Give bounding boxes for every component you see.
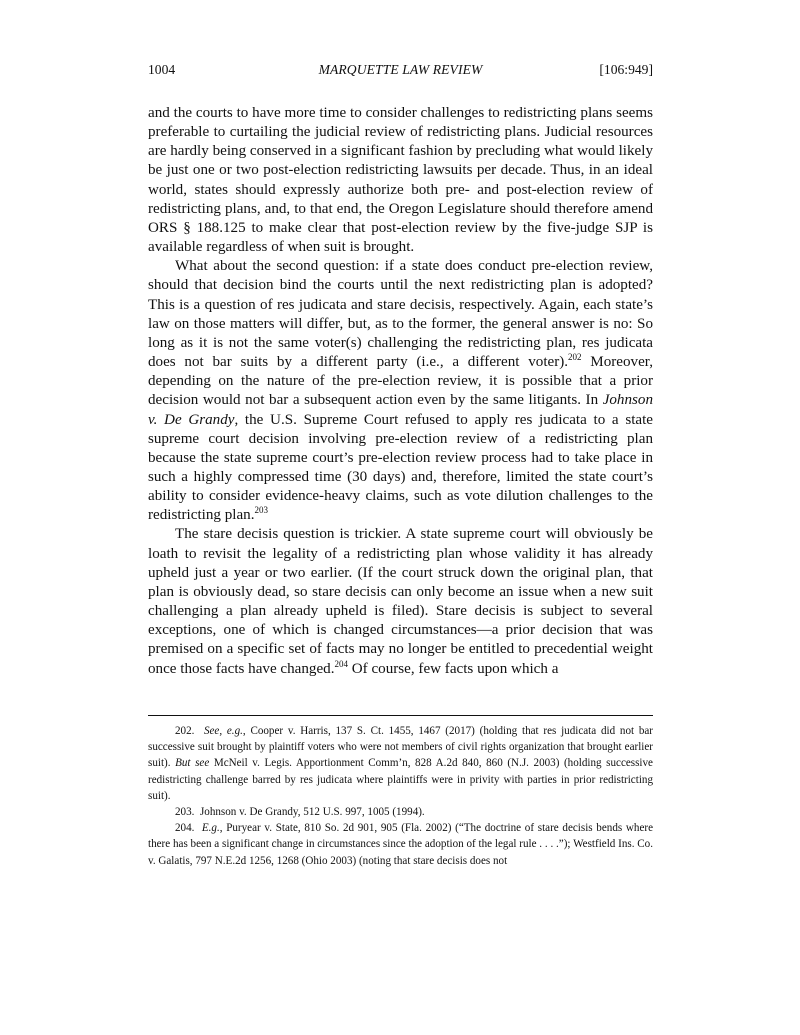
- footnote-203: [148, 804, 653, 820]
- body-text: [148, 104, 653, 679]
- paragraph-2-part-b: Moreover, depending on the nature of the pre-election review, it is possible that a prior decision would not bar a subsequent action even by the same litigants. In: [148, 354, 653, 409]
- paragraph-2-part-c: , the U.S. Supreme Court refused to apply res judicata to a state supreme court decision involving pre-election review of a redistricting plan because the state supreme court’s pre-election review process had to take place in such a highly compressed time (30 days) and, therefore, limited the state court’s ability to consider evidence-heavy claims, such as vote dilution challenges to the redistricting plan.: [148, 411, 653, 524]
- footnote-signal: E.g.: [201, 822, 220, 835]
- footnote-text: Johnson v. De Grandy, 512 U.S. 997, 1005 (1994).: [199, 806, 425, 819]
- footnote-text: McNeil v. Legis. Apportionment Comm’n, 828 A.2d 840, 860 (N.J. 2003) (holding successive redistricting challenge barred by res judicata where plaintiffs were in privity with parties in prior redistricting suit).: [148, 757, 653, 802]
- running-head: [148, 62, 653, 82]
- footnote-text: , Puryear v. State, 810 So. 2d 901, 905 (Fla. 2002) (“The doctrine of stare decisis bends where there has been a significant change in circumstances since the adoption of the legal rule . . . .”); Westfield Ins. Co. v. Galatis, 797 N.E.2d 1256, 1268 (Ohio 2003) (noting that stare decisis does not: [148, 822, 653, 867]
- footnotes: [148, 723, 653, 869]
- footnote-ref-204: 204: [334, 658, 348, 669]
- footnote-number: 202.: [175, 725, 195, 737]
- paragraph-2-part-a: What about the second question: if a state does conduct pre-election review, should that decision bind the courts until the next redistricting plan is adopted? This is a question of res judicata and stare decisis, respectively. Again, each state’s law on those matters will differ, but, as to the former, the general answer is no: So long as it is not the same voter(s) challenging the redistricting plan, res judicata does not bar suits by a different party (i.e., a different voter).: [148, 258, 653, 371]
- footnote-divider: [148, 715, 653, 716]
- footnote-ref-203: 203: [254, 505, 268, 516]
- footnote-signal: See, e.g.: [203, 725, 243, 737]
- footnote-ref-202: 202: [568, 352, 582, 363]
- journal-title: MARQUETTE LAW REVIEW: [318, 62, 483, 77]
- paragraph-3-part-b: Of course, few facts upon which a: [348, 660, 559, 677]
- paragraph-1: and the courts to have more time to consider challenges to redistricting plans seems preferable to curtailing the judicial review of redistricting plans. Judicial resources are hardly being conserved in a significant fashion by precluding what would likely be just one or two post-election redistricting lawsuits per decade. Thus, in an ideal world, states should expressly authorize both pre- and post-election review of redistricting plans, and, to that end, the Oregon Legislature should therefore amend ORS § 188.125 to make clear that post-election review by the five-judge SJP is available regardless of when suit is brought.: [148, 105, 653, 256]
- paragraph-3-part-a: The stare decisis question is trickier. A state supreme court will obviously be loath to revisit the legality of a redistricting plan whose validity it has already upheld just a year or two earlier. (If the court struck down the original plan, that plan is obviously dead, so stare decisis can only become an issue when a new suit challenging a plan already upheld is filed). Stare decisis is subject to several exceptions, one of which is changed circumstances—a prior decision that was premised on a specific set of facts may no longer be entitled to precedential weight once those facts have changed.: [148, 526, 653, 677]
- footnote-text: , Cooper v. Harris, 137 S. Ct. 1455, 1467 (2017) (holding that res judicata did not bar successive suit brought by plaintiff voters who were not members of civil rights organization that brought earlier suit).: [148, 725, 653, 770]
- page-number: 1004: [148, 62, 176, 77]
- case-name-johnson: Johnson v. De Grandy: [148, 392, 653, 428]
- footnote-signal: But see: [175, 757, 210, 770]
- footnote-202: [148, 723, 653, 804]
- paragraph-2: [148, 257, 653, 525]
- footnote-number: 204.: [175, 822, 195, 835]
- volume-citation: [106:949]: [599, 62, 653, 77]
- paragraph-3: [148, 525, 653, 678]
- footnote-204: [148, 820, 653, 869]
- footnote-number: 203.: [175, 806, 195, 819]
